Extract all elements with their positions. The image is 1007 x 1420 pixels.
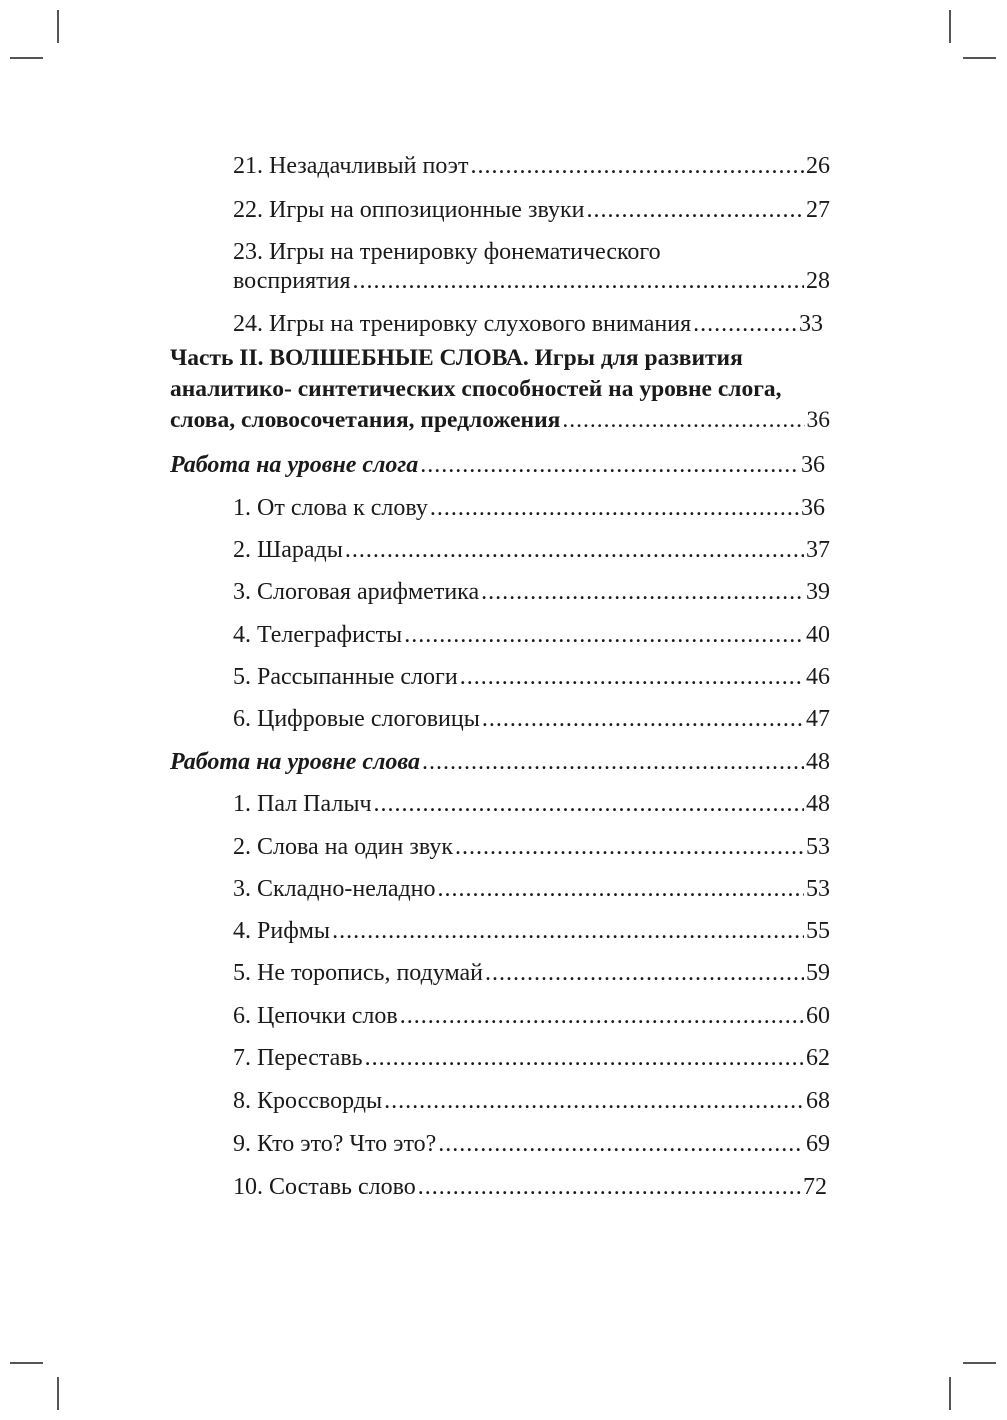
entry-page: 46 [806,664,830,690]
entry-page: 36 [801,495,825,521]
crop-mark [10,57,43,59]
toc-entry [233,1044,830,1073]
toc-entry [233,196,830,225]
leader-dots [422,748,804,777]
toc-entry [233,310,823,339]
leader-dots [485,959,804,988]
entry-page: 27 [806,197,830,223]
entry-page: 36 [806,407,830,433]
leader-dots [460,663,804,692]
entry-title: 7. Переставь [233,1045,363,1071]
leader-dots [332,917,804,946]
section-heading [170,748,830,777]
entry-title: 21. Незадачливый поэт [233,153,469,179]
entry-page: 37 [806,537,830,563]
entry-title: 1. От слова к слову [233,495,428,521]
entry-title: 3. Слоговая арифметика [233,579,480,605]
toc-entry [233,152,830,181]
entry-title: 8. Кроссворды [233,1088,383,1114]
toc-entry [233,1002,830,1031]
entry-page: 60 [806,1003,830,1029]
leader-dots [420,451,799,480]
toc-entry [233,833,830,862]
leader-dots [455,833,804,862]
entry-page: 48 [806,791,830,817]
toc-entry [233,238,830,296]
entry-title: 22. Игры на оппозиционные звуки [233,197,585,223]
toc-entry [233,790,830,819]
entry-page: 26 [806,153,830,179]
toc-entry [233,705,830,734]
leader-dots [470,152,804,181]
toc-entry [233,875,830,904]
entry-page: 53 [806,834,830,860]
entry-title: 10. Составь слово [233,1174,416,1200]
crop-mark [57,1377,59,1410]
toc-entry [233,959,830,988]
leader-dots [562,405,804,436]
leader-dots [404,621,804,650]
entry-page: 62 [806,1045,830,1071]
part-title-line: Часть II. ВОЛШЕБНЫЕ СЛОВА. Игры для развития [170,345,743,371]
crop-mark [963,57,996,59]
entry-title: 1. Пал Палыч [233,791,372,817]
leader-dots [481,578,804,607]
entry-title: 5. Рассыпанные слоги [233,664,458,690]
leader-dots [400,1002,804,1031]
leader-dots [353,267,804,296]
leader-dots [482,705,804,734]
leader-dots [365,1044,804,1073]
leader-dots [384,1087,804,1116]
section-heading [170,451,825,480]
entry-page: 28 [806,268,830,294]
crop-mark [57,10,59,43]
entry-title: 24. Игры на тренировку слухового внимания [233,311,692,337]
entry-page: 40 [806,622,830,648]
entry-page: 48 [806,749,830,775]
entry-title-cont: восприятия [233,268,351,294]
leader-dots [438,1130,804,1159]
entry-title: 6. Цепочки слов [233,1003,398,1029]
part-title-line: слова, словосочетания, предложения [170,407,561,433]
leader-dots [374,790,804,819]
toc-entry [233,663,830,692]
leader-dots [418,1173,801,1202]
toc-entry [233,621,830,650]
entry-page: 72 [803,1174,827,1200]
part-heading [170,343,830,436]
toc-entry [233,1173,827,1202]
entry-page: 55 [806,918,830,944]
section-title: Работа на уровне слога [170,452,419,478]
leader-dots [345,536,804,565]
toc-entry [233,494,825,523]
entry-page: 59 [806,960,830,986]
entry-title: 4. Телеграфисты [233,622,403,648]
entry-title: 2. Шарады [233,537,343,563]
crop-mark [949,1377,951,1410]
toc-entry [233,1130,830,1159]
entry-title: 5. Не торопись, подумай [233,960,484,986]
entry-page: 33 [799,311,823,337]
leader-dots [586,196,804,225]
entry-page: 68 [806,1088,830,1114]
leader-dots [693,310,797,339]
entry-title: 23. Игры на тренировку фонематического [233,239,661,265]
toc-entry [233,917,830,946]
entry-title: 9. Кто это? Что это? [233,1131,437,1157]
entry-page: 47 [806,706,830,732]
crop-mark [963,1362,996,1364]
toc-entry [233,1087,830,1116]
entry-title: 3. Складно-неладно [233,876,436,902]
entry-title: 4. Рифмы [233,918,331,944]
entry-title: 6. Цифровые слоговицы [233,706,480,732]
toc-entry [233,536,830,565]
leader-dots [430,494,799,523]
entry-page: 36 [801,452,825,478]
entry-page: 39 [806,579,830,605]
crop-mark [10,1362,43,1364]
entry-page: 69 [806,1131,830,1157]
section-title: Работа на уровне слова [170,749,420,775]
part-title-line: аналитико- синтетических способностей на уровне слога, [170,376,782,402]
toc-entry [233,578,830,607]
crop-mark [949,10,951,43]
entry-page: 53 [806,876,830,902]
entry-title: 2. Слова на один звук [233,834,454,860]
leader-dots [438,875,804,904]
